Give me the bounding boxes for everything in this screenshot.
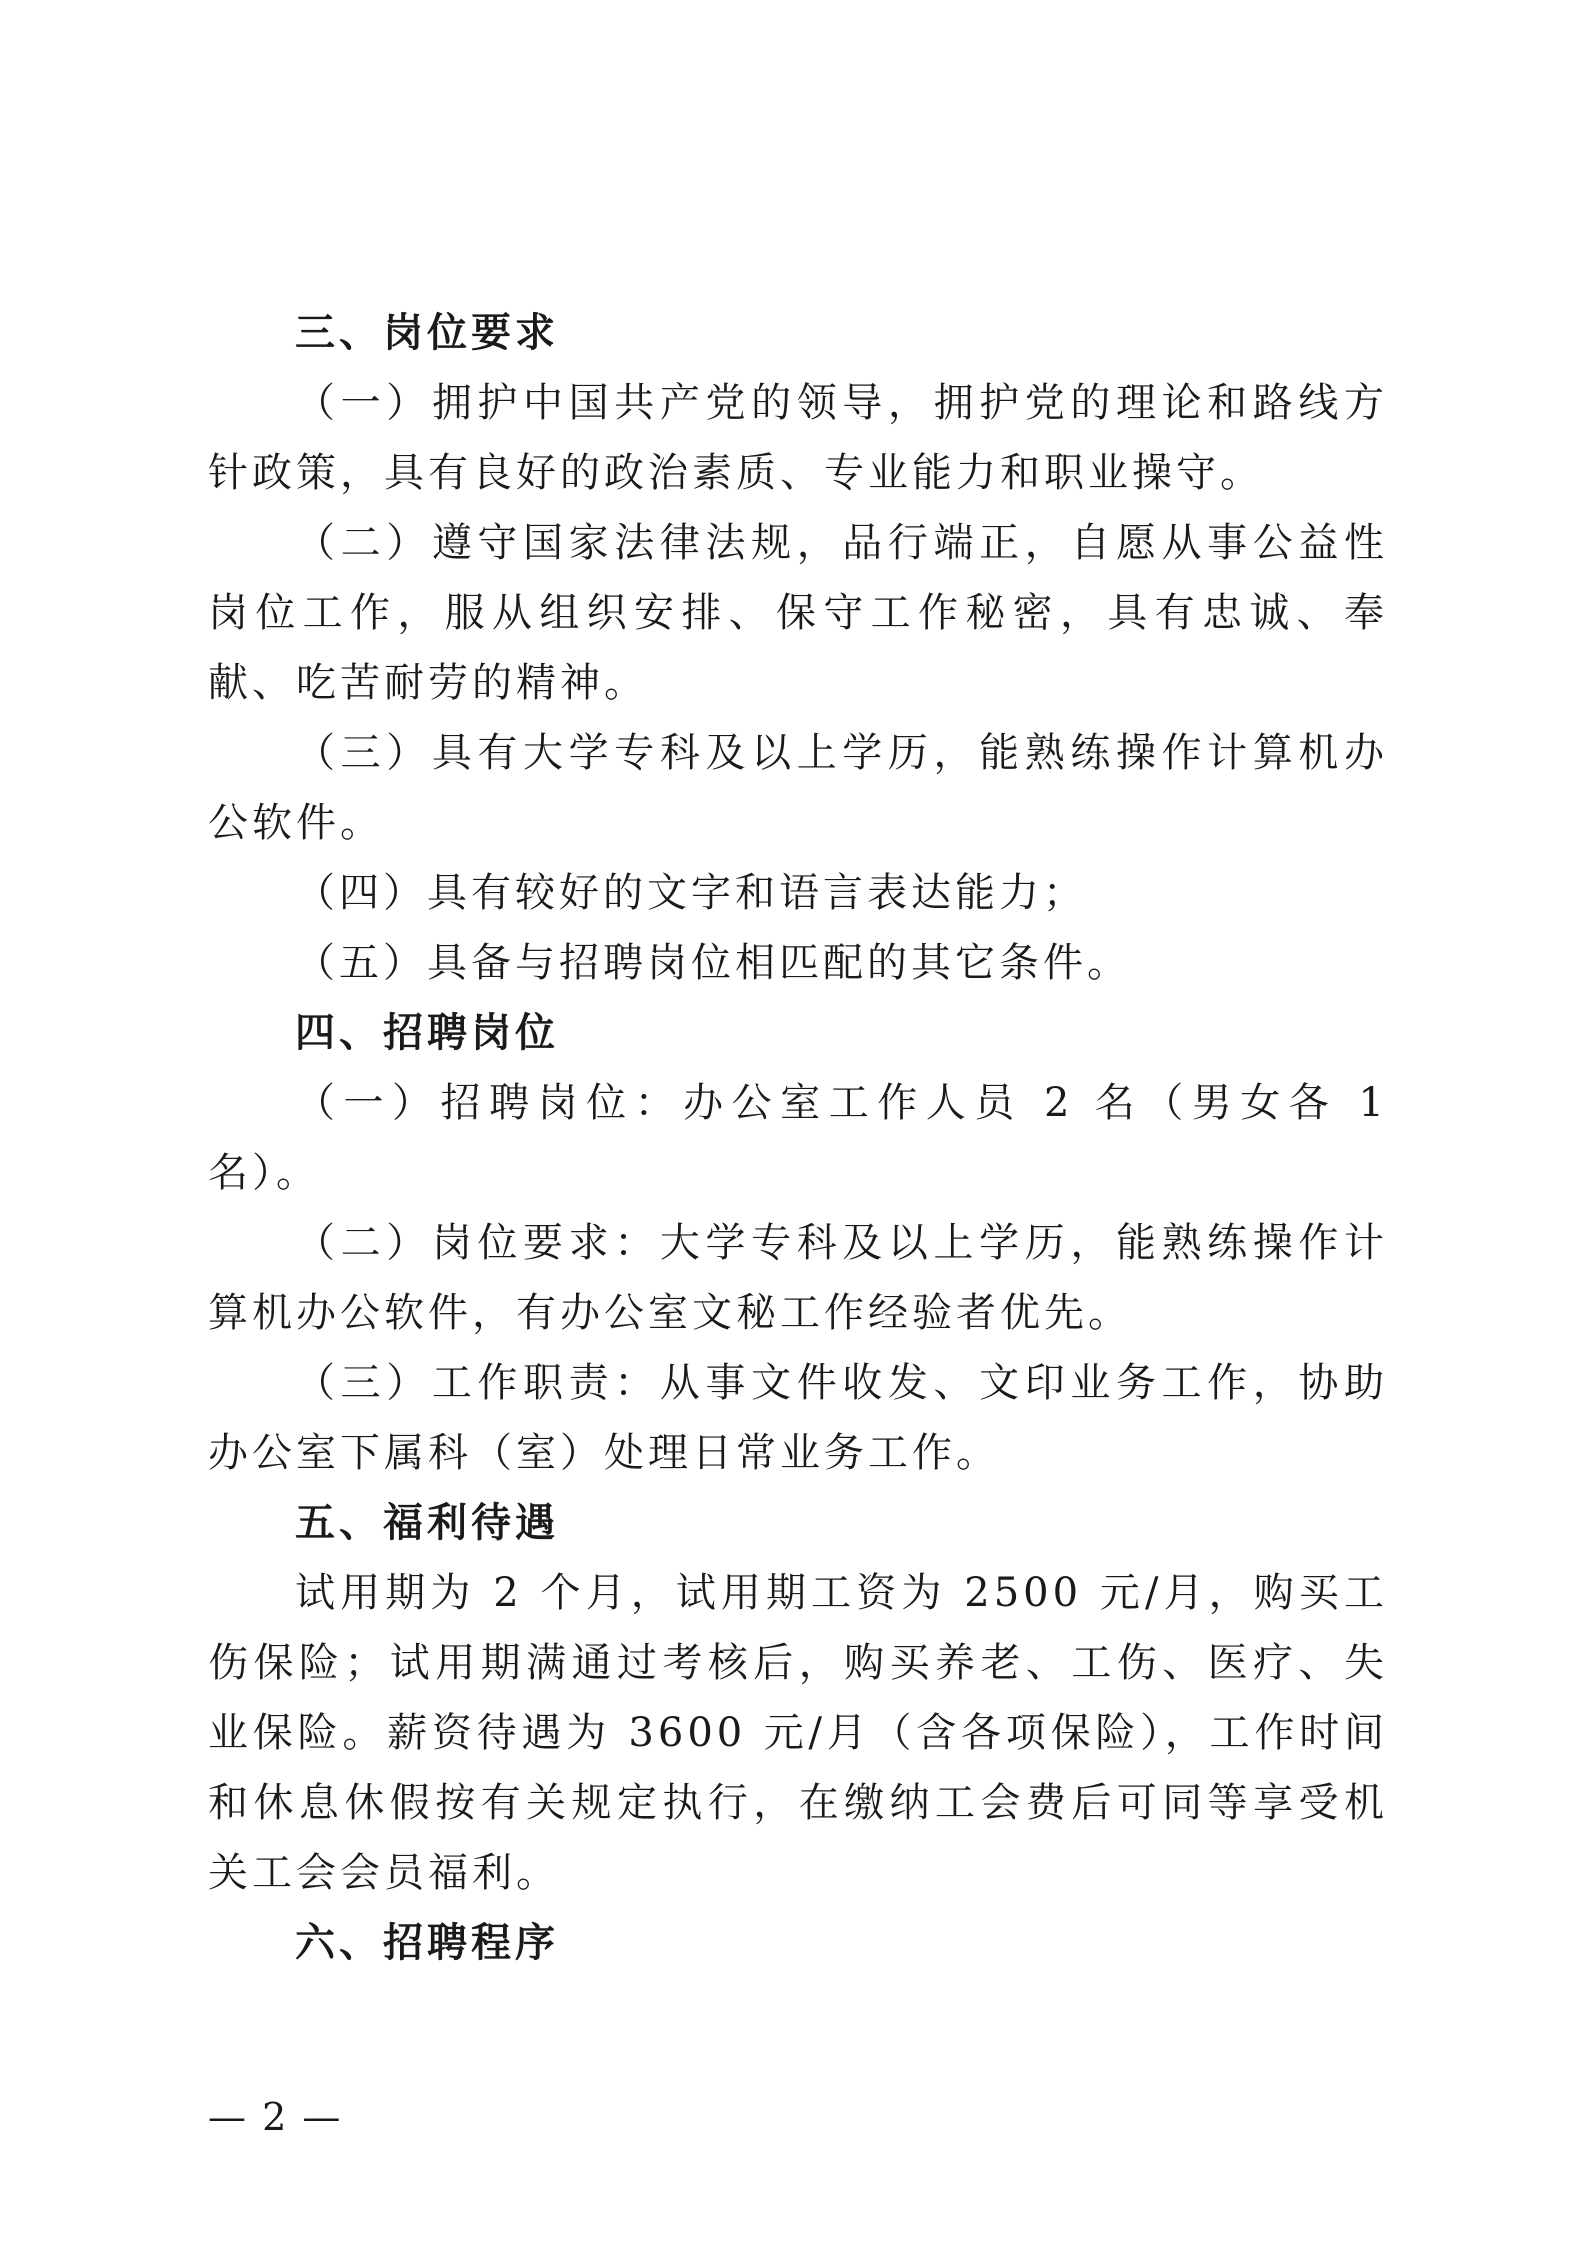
requirement-item-1: （一）拥护中国共产党的领导，拥护党的理论和路线方针政策，具有良好的政治素质、专业能力和职业操守。 — [208, 380, 1388, 496]
requirement-item-2: （二）遵守国家法律法规，品行端正，自愿从事公益性岗位工作，服从组织安排、保守工作秘密，具有忠诚、奉献、吃苦耐劳的精神。 — [208, 520, 1388, 706]
requirement-item-4: （四）具有较好的文字和语言表达能力； — [295, 870, 1087, 916]
benefits-paragraph: 试用期为 2 个月，试用期工资为 2500 元/月，购买工伤保险；试用期满通过考核后，购买养老、工伤、医疗、失业保险。薪资待遇为 3600 元/月（含各项保险），工作时间和休息休假按有关规定执行，在缴纳工会费后可同等享受机关工会会员福利。 — [208, 1570, 1388, 1896]
page-number: — 2 — — [208, 2095, 343, 2139]
document-body — [208, 298, 1388, 1978]
position-item-3: （三）工作职责：从事文件收发、文印业务工作，协助办公室下属科（室）处理日常业务工作。 — [208, 1360, 1388, 1476]
position-item-2: （二）岗位要求：大学专科及以上学历，能熟练操作计算机办公软件，有办公室文秘工作经验者优先。 — [208, 1220, 1388, 1336]
section-heading-benefits: 五、福利待遇 — [295, 1500, 559, 1546]
position-item-1: （一）招聘岗位：办公室工作人员 2 名（男女各 1 名）。 — [208, 1080, 1388, 1196]
requirement-item-5: （五）具备与招聘岗位相匹配的其它条件。 — [295, 940, 1131, 986]
section-heading-procedure: 六、招聘程序 — [295, 1920, 559, 1966]
section-heading-positions: 四、招聘岗位 — [295, 1010, 559, 1056]
section-heading-requirements: 三、岗位要求 — [295, 310, 559, 356]
requirement-item-3: （三）具有大学专科及以上学历，能熟练操作计算机办公软件。 — [208, 730, 1388, 846]
